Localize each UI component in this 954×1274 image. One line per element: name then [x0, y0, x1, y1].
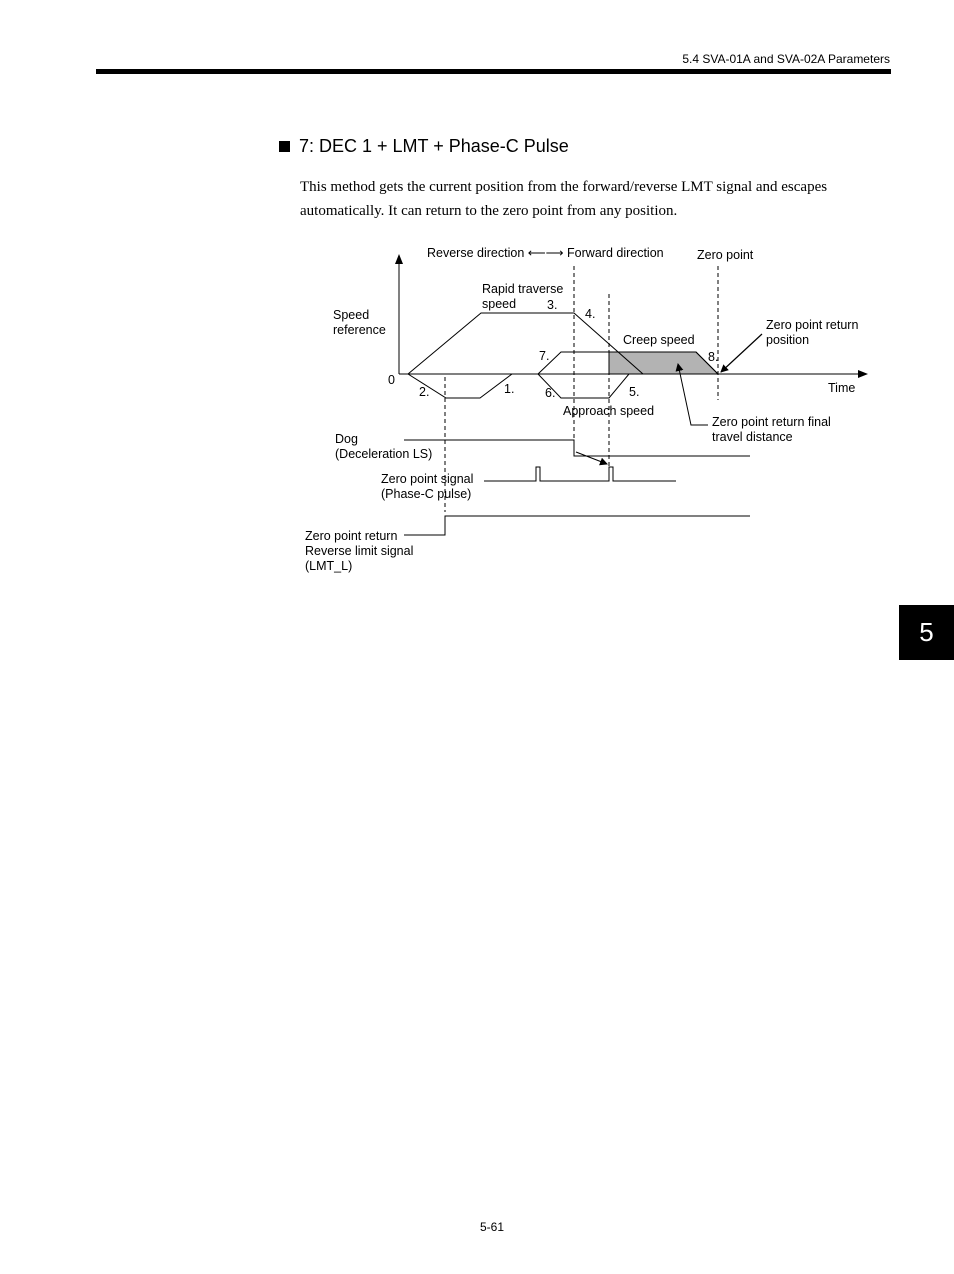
final-travel-label: Zero point return final: [712, 415, 831, 429]
chapter-tab: 5: [899, 605, 954, 660]
zero-signal-label: Zero point signal: [381, 472, 474, 486]
step-3-label: 3.: [547, 298, 558, 312]
zero-return-position-label-2: position: [766, 333, 810, 347]
creep-speed-label: Creep speed: [623, 333, 695, 347]
step-2-label: 2.: [419, 385, 430, 399]
approach-speed-label: Approach speed: [563, 404, 655, 418]
rapid-traverse-label: Rapid traverse: [482, 282, 564, 296]
final-travel-label-2: travel distance: [712, 430, 793, 444]
rapid-traverse-label-2: speed: [482, 297, 517, 311]
section-heading: [279, 136, 569, 157]
square-bullet-icon: [279, 141, 290, 152]
rapid-traverse-profile: [408, 313, 643, 374]
zero-point-return-diagram: [300, 240, 880, 585]
speed-reference-label: Speed: [333, 308, 370, 322]
section-heading-text: 7: DEC 1 + LMT + Phase-C Pulse: [299, 136, 569, 156]
dog-label-2: (Deceleration LS): [335, 447, 433, 461]
limit-signal-label-3: (LMT_L): [305, 559, 353, 573]
step-5-label: 5.: [629, 385, 640, 399]
body-paragraph: This method gets the current position from the forward/reverse LMT signal and escapes automatically. It can return to the zero point from any position.: [300, 179, 828, 219]
step-7-label: 7.: [539, 349, 550, 363]
limit-signal-label-2: Reverse limit signal: [305, 544, 414, 558]
lmt-signal-waveform: [404, 516, 750, 535]
zero-signal-label-2: (Phase-C pulse): [381, 487, 472, 501]
time-axis-arrow-icon: [858, 370, 868, 378]
header-rule: [96, 69, 891, 74]
dog-label: Dog: [335, 432, 358, 446]
step-6-label: 6.: [545, 386, 556, 400]
running-header: 5.4 SVA-01A and SVA-02A Parameters: [682, 52, 890, 66]
zero-point-label: Zero point: [697, 248, 754, 262]
time-label: Time: [828, 381, 856, 395]
page-number: 5-61: [480, 1220, 505, 1234]
zero-return-position-label: Zero point return: [766, 318, 859, 332]
phase-c-signal-waveform: [484, 467, 676, 481]
step-1-label: 1.: [504, 382, 515, 396]
step-8-label: 8.: [708, 350, 719, 364]
speed-axis-arrow-icon: [395, 254, 403, 264]
zero-return-position-leader: [721, 334, 762, 372]
speed-reference-label-2: reference: [333, 323, 386, 337]
dog-signal-waveform: [404, 440, 750, 456]
step-4-label: 4.: [585, 307, 596, 321]
direction-label: Reverse direction ⟵⟶ Forward direction: [427, 246, 664, 260]
dog-transition-arrow: [576, 452, 607, 464]
origin-label: 0: [388, 373, 395, 387]
final-travel-shaded-area: [609, 352, 718, 374]
limit-signal-label: Zero point return: [305, 529, 398, 543]
